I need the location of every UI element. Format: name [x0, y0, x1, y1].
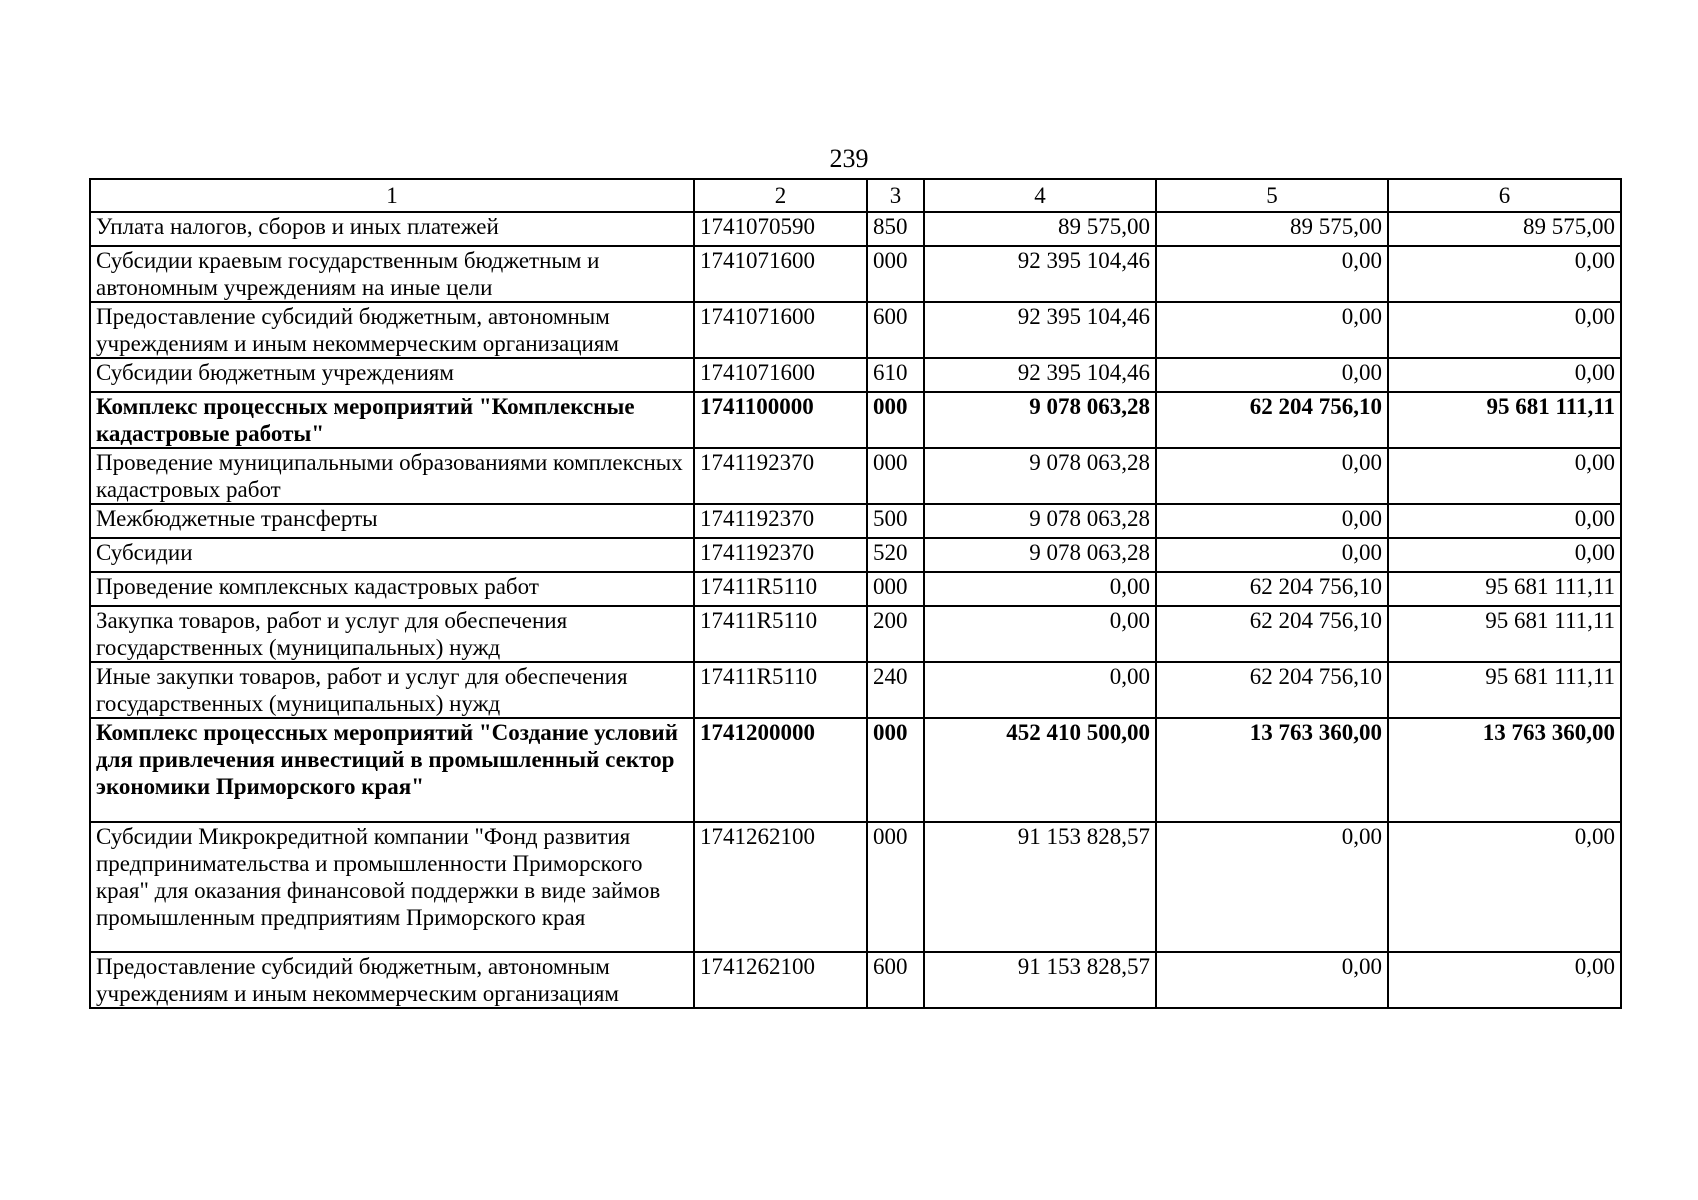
row-value-col4-cell: 89 575,00 [924, 212, 1156, 246]
row-name-cell: Межбюджетные трансферты [90, 504, 694, 538]
row-name-cell: Иные закупки товаров, работ и услуг для обеспечения государственных (муниципальных) нужд [90, 662, 694, 718]
row-value-col6-cell: 95 681 111,11 [1388, 606, 1621, 662]
row-value-col6-cell: 0,00 [1388, 448, 1621, 504]
row-expense-type-cell: 000 [867, 448, 924, 504]
row-value-col6-cell: 0,00 [1388, 822, 1621, 952]
row-expense-type-cell: 600 [867, 302, 924, 358]
row-name-cell: Предоставление субсидий бюджетным, автономным учреждениям и иным некоммерческим организациям [90, 302, 694, 358]
row-value-col5-cell: 0,00 [1156, 302, 1388, 358]
row-name-cell: Предоставление субсидий бюджетным, автономным учреждениям и иным некоммерческим организациям [90, 952, 694, 1008]
row-value-col5-cell: 0,00 [1156, 358, 1388, 392]
row-code-cell: 1741100000 [694, 392, 867, 448]
row-code-cell: 17411R5110 [694, 662, 867, 718]
table-row [90, 572, 1621, 606]
row-code-cell: 17411R5110 [694, 572, 867, 606]
row-name-cell: Субсидии Микрокредитной компании "Фонд развития предпринимательства и промышленности Приморского края" для оказания финансовой поддержки в виде займов промышленным предприятиям Приморского края [90, 822, 694, 952]
row-value-col6-cell: 0,00 [1388, 358, 1621, 392]
row-value-col5-cell: 62 204 756,10 [1156, 606, 1388, 662]
row-value-col4-cell: 0,00 [924, 572, 1156, 606]
row-expense-type-cell: 850 [867, 212, 924, 246]
table-body [90, 212, 1621, 1008]
row-value-col6-cell: 0,00 [1388, 246, 1621, 302]
row-value-col6-cell: 89 575,00 [1388, 212, 1621, 246]
row-expense-type-cell: 500 [867, 504, 924, 538]
row-value-col6-cell: 95 681 111,11 [1388, 662, 1621, 718]
row-expense-type-cell: 000 [867, 572, 924, 606]
table-row [90, 822, 1621, 952]
row-value-col5-cell: 13 763 360,00 [1156, 718, 1388, 822]
row-value-col5-cell: 0,00 [1156, 246, 1388, 302]
row-code-cell: 1741192370 [694, 538, 867, 572]
table-row [90, 212, 1621, 246]
row-expense-type-cell: 000 [867, 822, 924, 952]
row-name-cell: Субсидии [90, 538, 694, 572]
row-value-col5-cell: 62 204 756,10 [1156, 662, 1388, 718]
row-value-col5-cell: 62 204 756,10 [1156, 392, 1388, 448]
table-row [90, 448, 1621, 504]
column-header: 5 [1156, 179, 1388, 212]
row-value-col4-cell: 9 078 063,28 [924, 392, 1156, 448]
column-header: 1 [90, 179, 694, 212]
row-code-cell: 1741192370 [694, 504, 867, 538]
row-expense-type-cell: 240 [867, 662, 924, 718]
row-value-col4-cell: 9 078 063,28 [924, 538, 1156, 572]
table-row [90, 952, 1621, 1008]
column-header: 6 [1388, 179, 1621, 212]
column-header: 3 [867, 179, 924, 212]
row-value-col5-cell: 0,00 [1156, 822, 1388, 952]
table-row [90, 662, 1621, 718]
row-value-col5-cell: 0,00 [1156, 538, 1388, 572]
row-value-col4-cell: 91 153 828,57 [924, 952, 1156, 1008]
row-value-col6-cell: 95 681 111,11 [1388, 392, 1621, 448]
row-value-col6-cell: 95 681 111,11 [1388, 572, 1621, 606]
row-value-col4-cell: 92 395 104,46 [924, 302, 1156, 358]
row-value-col6-cell: 0,00 [1388, 952, 1621, 1008]
row-expense-type-cell: 610 [867, 358, 924, 392]
table-row [90, 358, 1621, 392]
row-code-cell: 1741070590 [694, 212, 867, 246]
column-header: 2 [694, 179, 867, 212]
budget-table [89, 178, 1622, 1009]
row-name-cell: Комплекс процессных мероприятий "Создание условий для привлечения инвестиций в промышленный сектор экономики Приморского края" [90, 718, 694, 822]
row-value-col5-cell: 0,00 [1156, 448, 1388, 504]
row-code-cell: 1741192370 [694, 448, 867, 504]
row-expense-type-cell: 000 [867, 246, 924, 302]
table-row [90, 606, 1621, 662]
row-value-col4-cell: 0,00 [924, 662, 1156, 718]
row-value-col4-cell: 9 078 063,28 [924, 448, 1156, 504]
row-value-col4-cell: 9 078 063,28 [924, 504, 1156, 538]
row-expense-type-cell: 600 [867, 952, 924, 1008]
row-value-col5-cell: 62 204 756,10 [1156, 572, 1388, 606]
row-value-col5-cell: 0,00 [1156, 504, 1388, 538]
row-value-col4-cell: 91 153 828,57 [924, 822, 1156, 952]
row-expense-type-cell: 000 [867, 392, 924, 448]
row-code-cell: 1741071600 [694, 246, 867, 302]
row-value-col4-cell: 92 395 104,46 [924, 246, 1156, 302]
table-row [90, 718, 1621, 822]
table-row [90, 392, 1621, 448]
row-value-col4-cell: 92 395 104,46 [924, 358, 1156, 392]
column-header: 4 [924, 179, 1156, 212]
table-row [90, 246, 1621, 302]
row-code-cell: 17411R5110 [694, 606, 867, 662]
header-row [90, 179, 1621, 212]
row-expense-type-cell: 200 [867, 606, 924, 662]
row-name-cell: Субсидии краевым государственным бюджетным и автономным учреждениям на иные цели [90, 246, 694, 302]
row-value-col6-cell: 13 763 360,00 [1388, 718, 1621, 822]
table-row [90, 538, 1621, 572]
row-value-col6-cell: 0,00 [1388, 538, 1621, 572]
row-name-cell: Субсидии бюджетным учреждениям [90, 358, 694, 392]
row-expense-type-cell: 520 [867, 538, 924, 572]
row-name-cell: Закупка товаров, работ и услуг для обеспечения государственных (муниципальных) нужд [90, 606, 694, 662]
row-value-col6-cell: 0,00 [1388, 504, 1621, 538]
row-code-cell: 1741071600 [694, 302, 867, 358]
row-code-cell: 1741262100 [694, 952, 867, 1008]
row-name-cell: Комплекс процессных мероприятий "Комплексные кадастровые работы" [90, 392, 694, 448]
row-value-col4-cell: 452 410 500,00 [924, 718, 1156, 822]
page-number: 239 [829, 144, 869, 173]
table-row [90, 302, 1621, 358]
row-value-col5-cell: 89 575,00 [1156, 212, 1388, 246]
row-value-col5-cell: 0,00 [1156, 952, 1388, 1008]
row-code-cell: 1741200000 [694, 718, 867, 822]
row-name-cell: Уплата налогов, сборов и иных платежей [90, 212, 694, 246]
row-value-col4-cell: 0,00 [924, 606, 1156, 662]
row-code-cell: 1741071600 [694, 358, 867, 392]
row-name-cell: Проведение муниципальными образованиями комплексных кадастровых работ [90, 448, 694, 504]
row-value-col6-cell: 0,00 [1388, 302, 1621, 358]
row-code-cell: 1741262100 [694, 822, 867, 952]
table-row [90, 504, 1621, 538]
row-name-cell: Проведение комплексных кадастровых работ [90, 572, 694, 606]
row-expense-type-cell: 000 [867, 718, 924, 822]
